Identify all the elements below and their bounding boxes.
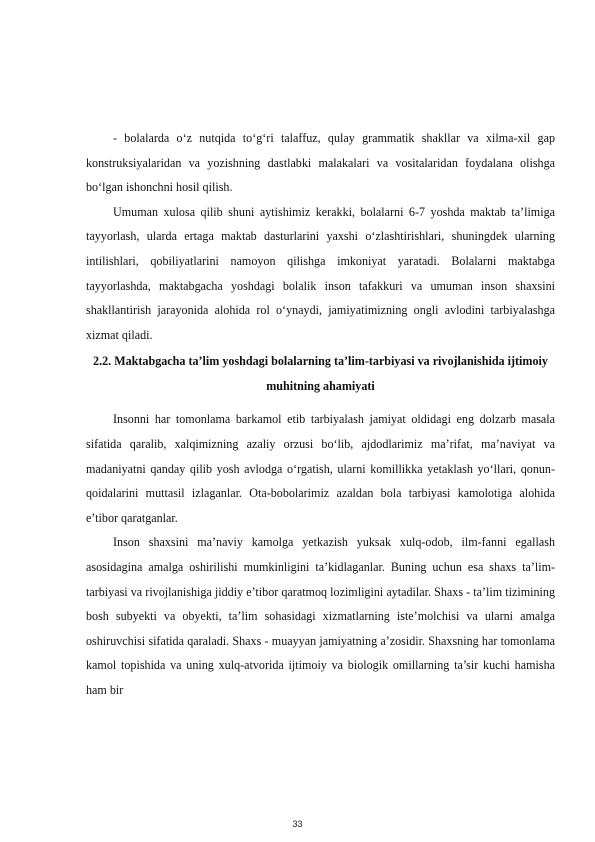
paragraph-personality: Inson shaxsini ma’naviy kamolga yetkazish yuksak xulq-odob, ilm-fanni egallash asosidagina amalga oshirilishi mumkinligini ta’kidlaganlar. Buning uchun esa shaxs ta’lim-tarbiyasi va rivojlanishiga jiddiy e’tibor qaratmoq lozimligini aytadilar. Shaxs - ta’lim tizimining bosh subyekti va obyekti, ta’lim sohasidagi xizmatlarning iste’molchisi va ularni amalga oshiruvchisi sifatida qaraladi. Shaxs - muayyan jamiyatning a’zosidir. Shaxsning har tomonlama kamol topishida va uning xulq-atvorida ijtimoiy va biologik omillarning ta’sir kuchi hamisha ham bir xyxy=(86,535,555,697)
paragraph-upbringing: Insonni har tomonlama barkamol etib tarbiyalash jamiyat oldidagi eng dolzarb masala sifatida qaralib, xalqimizning azaliy orzusi bo‘lib, ajdodlarimiz ma’rifat, ma’naviyat va madaniyatni qanday qilib yosh avlodga o‘rgatish, ularni komillikka yetaklash yo‘llari, qonun-qoidalarini muttasil izlaganlar. Ota-bobolarimiz azaldan bola tarbiyasi kamolotiga alohida e’tibor qaratganlar. xyxy=(86,412,555,525)
page-number: 33 xyxy=(292,819,303,829)
section-heading: 2.2. Maktabgacha ta’lim yoshdagi bolalarning ta’lim-tarbiyasi va rivojlanishida ijtimoiy muhitning ahamiyati xyxy=(93,354,548,394)
page-body xyxy=(86,126,555,702)
paragraph-conclusion: Umuman xulosa qilib shuni aytishimiz kerakki, bolalarni 6-7 yoshda maktab ta’limiga tayyorlash, ularda ertaga maktab dasturlarini yaxshi o‘zlashtirishlari, shuningdek ularning intilishlari, qobiliyatlarini namoyon qilishga imkoniyat yaratadi. Bolalarni maktabga tayyorlashda, maktabgacha yoshdagi bolalik inson tafakkuri va umuman inson shaxsini shakllantirish jarayonida alohida rol o‘ynaydi, jamiyatimizning ongli avlodini tarbiyalashga xizmat qiladi. xyxy=(86,204,555,342)
paragraph-bullet-speech: - bolalarda o‘z nutqida to‘g‘ri talaffuz, qulay grammatik shakllar va xilma-xil gap konstruksiyalaridan va yozishning dastlabki malakalari va vositalaridan foydalana olishga bo‘lgan ishonchni hosil qilish. xyxy=(86,131,555,195)
